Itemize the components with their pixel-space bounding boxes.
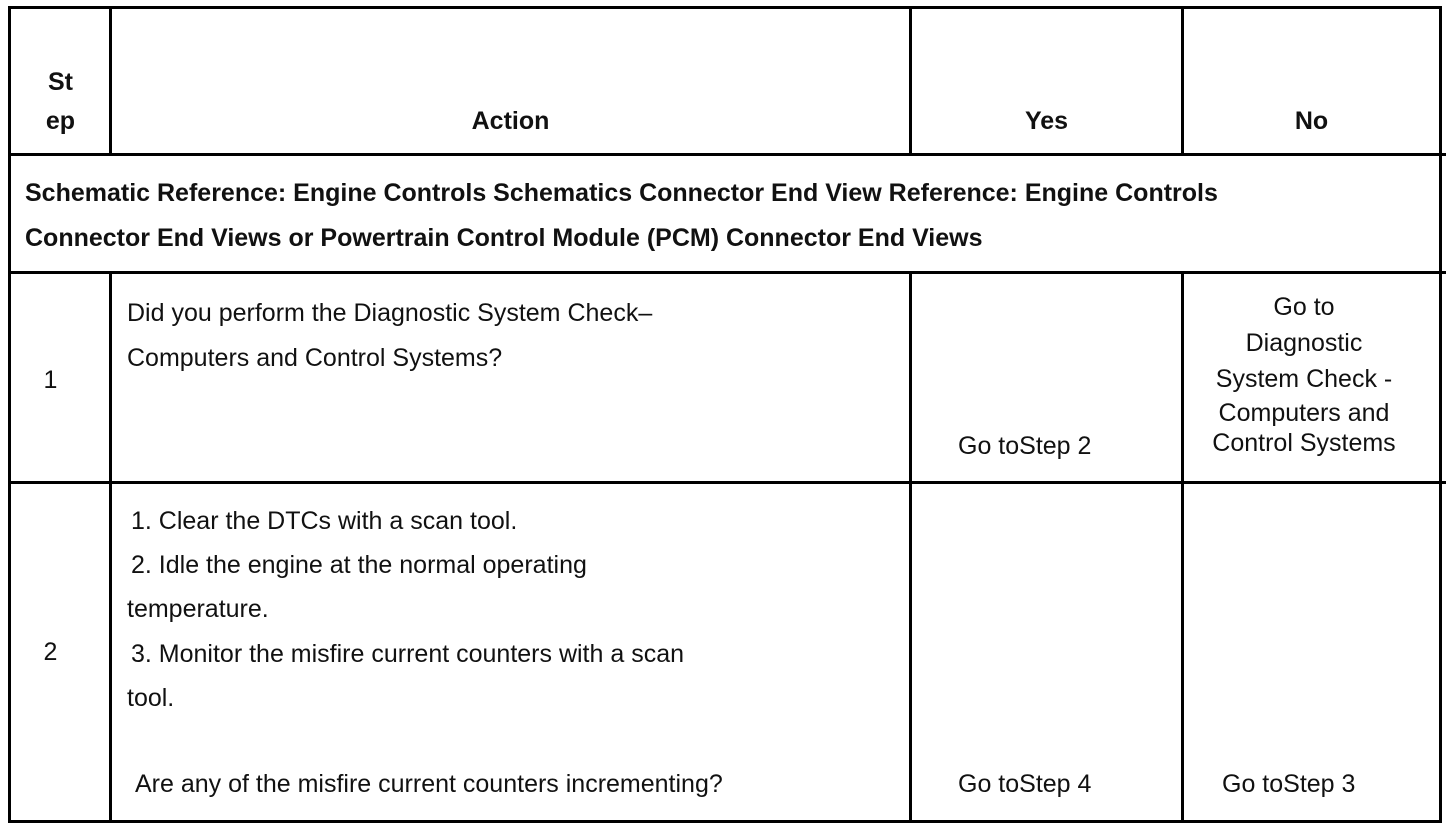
step-1-action-line2: Computers and Control Systems? — [127, 344, 503, 372]
step-2-action-line: 2. Idle the engine at the normal operating — [131, 551, 587, 579]
row-divider — [8, 481, 1446, 484]
table-border-right — [1439, 8, 1442, 823]
step-2-action-line: 1. Clear the DTCs with a scan tool. — [131, 507, 518, 535]
row-divider — [8, 271, 1446, 274]
table-border-top — [8, 6, 1442, 9]
step-2-question: Are any of the misfire current counters incrementing? — [135, 770, 723, 798]
header-no: No — [1294, 107, 1329, 135]
header-yes: Yes — [1024, 107, 1069, 135]
step-1-action-line1: Did you perform the Diagnostic System Check– — [127, 299, 653, 327]
table-border-bottom — [8, 820, 1442, 823]
table-border-left — [8, 8, 11, 823]
column-divider-step — [109, 273, 112, 823]
step-2-no-link[interactable]: Go toStep 3 — [1222, 770, 1356, 798]
step-1-no-line[interactable]: Control Systems — [1212, 429, 1396, 457]
step-1-yes-link[interactable]: Go toStep 2 — [958, 432, 1092, 460]
step-1-no-line[interactable]: System Check - — [1215, 365, 1393, 393]
header-step-line2: ep — [45, 107, 76, 135]
step-1-no-line[interactable]: Computers and — [1218, 399, 1390, 427]
step-2-action-line: 3. Monitor the misfire current counters with a scan — [131, 640, 685, 668]
schematic-reference-line1: Schematic Reference: Engine Controls Schematics Connector End View Reference: Engine Controls — [25, 179, 1218, 207]
row-divider — [8, 153, 1446, 156]
header-action: Action — [471, 107, 550, 135]
step-2-action-line: temperature. — [127, 595, 269, 623]
step-2-yes-link[interactable]: Go toStep 4 — [958, 770, 1092, 798]
step-number: 2 — [43, 638, 58, 666]
header-step-line1: St — [48, 68, 73, 96]
step-2-action-line: tool. — [127, 684, 175, 712]
step-1-no-line[interactable]: Diagnostic — [1245, 329, 1363, 357]
schematic-reference-line2: Connector End Views or Powertrain Control Module (PCM) Connector End Views — [25, 224, 983, 252]
step-number: 1 — [43, 366, 58, 394]
step-1-no-line[interactable]: Go to — [1273, 293, 1335, 321]
column-divider-action — [909, 273, 912, 823]
